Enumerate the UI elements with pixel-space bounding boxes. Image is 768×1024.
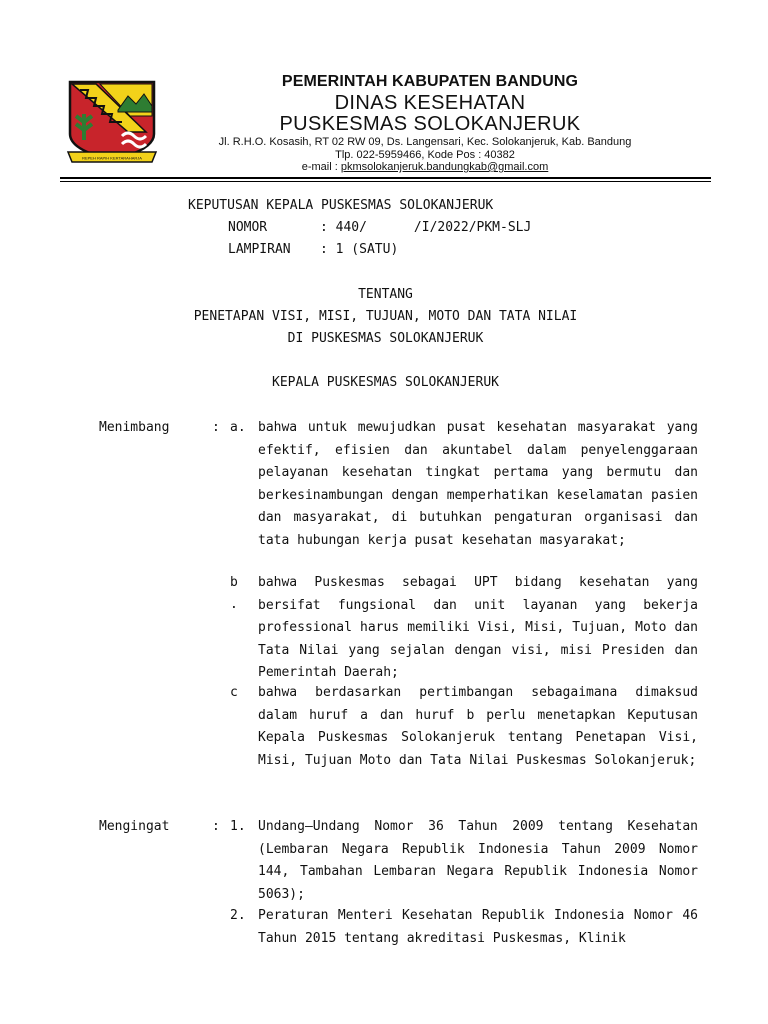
mengingat-mark-2: 2. — [230, 908, 246, 923]
email-link[interactable]: pkmsolokanjeruk.bandungkab@gmail.com — [340, 161, 549, 173]
menimbang-mark-c: c — [230, 685, 238, 700]
menimbang-item-b: bahwa Puskesmas sebagai UPT bidang kesehatan yang bersifat fungsional dan unit layanan yang bekerja professional harus memiliki Visi, Misi, Tujuan, Moto dan Tata Nilai yang sejalan dengan visi, misi Presiden dan Pemerintah Daerah; — [258, 575, 698, 681]
decree-title: KEPUTUSAN KEPALA PUSKESMAS SOLOKANJERUK — [188, 198, 494, 213]
subject-line-1: PENETAPAN VISI, MISI, TUJUAN, MOTO DAN TATA NILAI — [193, 309, 578, 324]
tentang-heading: TENTANG — [358, 287, 413, 302]
nomor-value: : 440/ /I/2022/PKM-SLJ — [320, 220, 532, 235]
mengingat-item-1: Undang–Undang Nomor 36 Tahun 2009 tentang Kesehatan (Lembaran Negara Republik Indonesia Tahun 2009 Nomor 144, Tambahan Lembaran Negara Republik Indonesia Nomor 5063); — [258, 819, 698, 902]
letterhead-rule-thin — [60, 181, 711, 182]
menimbang-label: Menimbang — [99, 420, 170, 435]
address: Jl. R.H.O. Kosasih, RT 02 RW 09, Ds. Langensari, Kec. Solokanjeruk, Kab. Bandung — [218, 136, 632, 148]
letterhead-rule-thick — [60, 177, 711, 179]
lampiran-value: : 1 (SATU) — [320, 242, 399, 257]
mengingat-item-2: Peraturan Menteri Kesehatan Republik Indonesia Nomor 46 Tahun 2015 tentang akreditasi Puskesmas, Klinik — [258, 908, 698, 946]
unit-name: PUSKESMAS SOLOKANJERUK — [279, 113, 581, 135]
menimbang-colon: : — [212, 420, 220, 435]
email-line — [175, 161, 675, 173]
menimbang-mark-b-dot: . — [230, 597, 238, 612]
motto-text: REPEH RAPIH KERTARAHARJA — [82, 155, 142, 161]
government-name: PEMERINTAH KABUPATEN BANDUNG — [281, 73, 579, 90]
lampiran-label: LAMPIRAN — [228, 242, 291, 257]
official-heading: KEPALA PUSKESMAS SOLOKANJERUK — [272, 375, 499, 390]
menimbang-item-a: bahwa untuk mewujudkan pusat kesehatan masyarakat yang efektif, efisien dan akuntabel dalam penyelenggaraan pelayanan kesehatan tingkat pertama yang bermutu dan berkesinambungan dengan memperhatikan keselamatan pasien dan masyarakat, di butuhkan pengaturan organisasi dan tata hubungan kerja pusat kesehatan masyarakat; — [258, 420, 698, 548]
email-label: e-mail : — [301, 161, 338, 173]
mengingat-mark-1: 1. — [230, 819, 246, 834]
mengingat-colon: : — [212, 819, 220, 834]
menimbang-mark-a: a. — [230, 420, 246, 435]
nomor-label: NOMOR — [228, 220, 268, 235]
menimbang-mark-b: b — [230, 575, 238, 590]
mengingat-label: Mengingat — [99, 819, 170, 834]
menimbang-item-c: bahwa berdasarkan pertimbangan sebagaimana dimaksud dalam huruf a dan huruf b perlu menetapkan Keputusan Kepala Puskesmas Solokanjeruk tentang Penetapan Visi, Misi, Tujuan Moto dan Tata Nilai Puskesmas Solokanjeruk; — [258, 685, 698, 768]
subject-line-2: DI PUSKESMAS SOLOKANJERUK — [287, 331, 484, 346]
phone: Tlp. 022-5959466, Kode Pos : 40382 — [335, 149, 515, 161]
bandung-regency-logo — [66, 76, 158, 166]
agency-name: DINAS KESEHATAN — [334, 92, 526, 114]
